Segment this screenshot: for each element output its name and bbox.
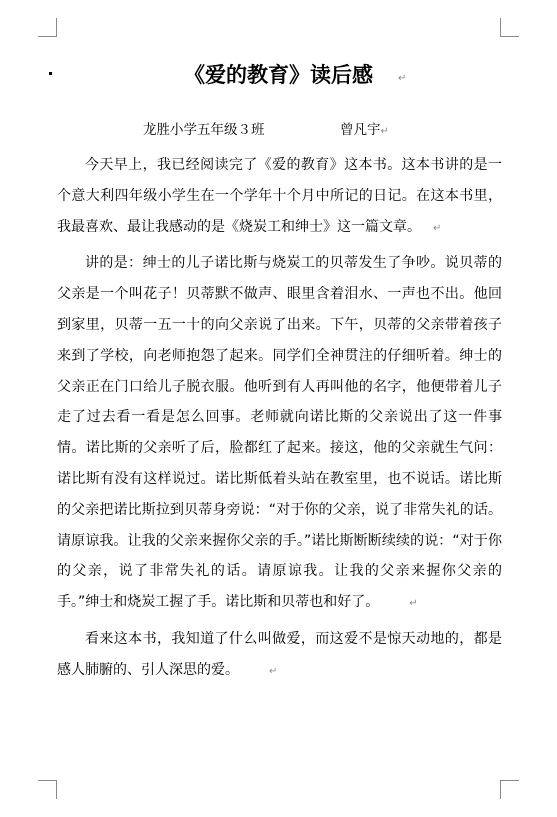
byline	[0, 120, 557, 140]
paragraph-1-text: 今天早上，我已经阅读完了《爱的教育》这本书。这本书讲的是一个意大利四年级小学生在一个学年十个月中所记的日记。在这本书里，我最喜欢、最让我感动的是《烧炭工和绅士》这一篇文章。	[57, 157, 502, 235]
paragraph-mark-icon: ↵	[269, 665, 278, 677]
paragraph-3	[57, 624, 502, 688]
paragraph-mark-icon: ↵	[409, 598, 418, 610]
document-title	[0, 60, 557, 90]
crop-mark-bottom-right	[500, 780, 519, 799]
paragraph-mark-icon: ↵	[398, 73, 407, 84]
paragraph-mark-icon: ↵	[380, 126, 389, 137]
title-text: 《爱的教育》读后感	[184, 62, 373, 87]
paragraph-mark-icon: ↵	[433, 222, 442, 234]
school-class: 龙胜小学五年级３班	[143, 122, 265, 138]
paragraph-3-text: 看来这本书，我知道了什么叫做爱，而这爱不是惊天动地的，都是感人肺腑的、引人深思的爱。	[57, 630, 502, 678]
paragraph-2	[57, 248, 502, 620]
author-text: 曾凡宇	[340, 122, 381, 138]
crop-mark-top-right	[500, 18, 519, 37]
document-body	[57, 150, 502, 688]
crop-mark-bottom-left	[38, 780, 57, 799]
crop-mark-top-left	[38, 18, 57, 37]
author-name	[340, 120, 389, 142]
paragraph-1	[57, 150, 502, 244]
paragraph-2-text: 讲的是：绅士的儿子诺比斯与烧炭工的贝蒂发生了争吵。说贝蒂的父亲是一个叫花子！贝蒂默不做声、眼里含着泪水、一声也不出。他回到家里，贝蒂一五一十的向父亲说了出来。下午，贝蒂的父亲带着孩子来到了学校，向老师抱怨了起来。同学们全神贯注的仔细听着。绅士的父亲正在门口给儿子脱衣服。他听到有人再叫他的名字，他便带着儿子走了过去看一看是怎么回事。老师就向诺比斯的父亲说出了这一件事情。诺比斯的父亲听了后，脸都红了起来。接这，他的父亲就生气问：诺比斯有没有这样说过。诺比斯低着头站在教室里，也不说话。诺比斯的父亲把诺比斯拉到贝蒂身旁说：“对于你的父亲，说了非常失礼的话。请原谅我。让我的父亲来握你父亲的手。”诺比斯断断续续的说：“对于你的父亲，说了非常失礼的话。请原谅我。让我的父亲来握你父亲的手。”绅士和烧炭工握了手。诺比斯和贝蒂也和好了。	[57, 255, 502, 611]
